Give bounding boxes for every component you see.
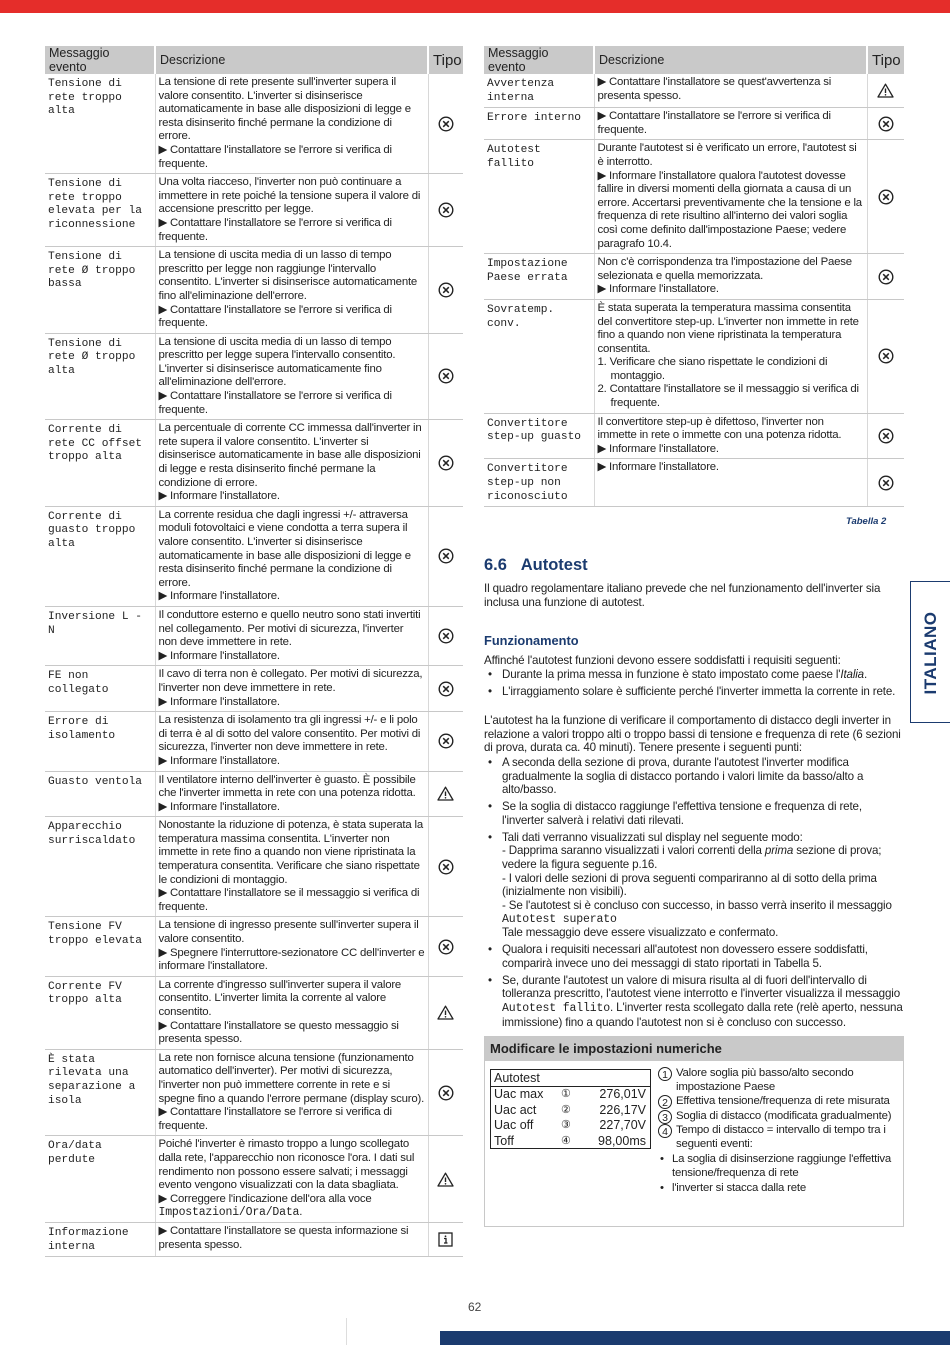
table-row <box>45 817 463 917</box>
error-icon <box>867 459 904 507</box>
table-row <box>484 74 904 108</box>
lcd-row: Uac off ③ 227,70V <box>494 1118 646 1132</box>
event-description: Non c'è corrispondenza tra l'impostazione del Paese selezionata e quella memorizzata. ▶ Informare l'installatore. <box>594 254 867 300</box>
number-circle-icon: 1 <box>658 1067 672 1081</box>
section-heading <box>484 556 588 575</box>
event-description: La percentuale di corrente CC immessa dall'inverter in rete supera il valore consentito. L'inverter si disinserisce automaticamente in base alle disposizioni di legge e resta disinserito finché permane la condizione di errore. ▶ Informare l'installatore. <box>155 420 428 507</box>
error-icon <box>428 74 463 174</box>
list-item: • Se, durante l'autotest un valore di misura risulta al di fuori dell'intervallo di tolleranza prescritto, l'autotest viene interrotto e l'inverter visualizza il messaggio Autotest fallito. L'inverter resta scollegato dalla rete (relè aperto, nessuna immissione) fino a quando l'autotest non si è concluso con successo. <box>484 974 906 1030</box>
table-row <box>45 1136 463 1223</box>
error-icon <box>428 174 463 247</box>
error-icon <box>867 108 904 140</box>
requirements-list <box>484 668 908 701</box>
section-intro: Il quadro regolamentare italiano prevede che nel funzionamento dell'inverter sia inclusa una funzione di autotest. <box>484 582 881 609</box>
legend-item: 1 Valore soglia più basso/alto secondo impostazione Paese <box>658 1067 903 1094</box>
warning-icon <box>428 976 463 1049</box>
event-message: Corrente FV troppo alta <box>45 976 155 1049</box>
col-header-message: Messaggio evento <box>484 46 594 74</box>
legend-list <box>658 1067 903 1196</box>
event-description: ▶ Contattare l'installatore se quest'avvertenza si presenta spesso. <box>594 74 867 108</box>
event-description: Il cavo di terra non è collegato. Per motivi di sicurezza, l'inverter non deve immettere in rete. ▶ Informare l'installatore. <box>155 666 428 712</box>
table-row <box>45 771 463 817</box>
table-row <box>45 333 463 420</box>
event-message: Tensione di rete troppo alta <box>45 74 155 174</box>
section-number: 6.6 <box>484 556 507 574</box>
subsection-title: Funzionamento <box>484 633 579 648</box>
col-header-type: Tipo <box>428 46 463 74</box>
message-code: Autotest superato <box>502 912 617 926</box>
table-row <box>45 606 463 665</box>
numeric-settings-box <box>484 1036 904 1227</box>
event-description: ▶ Contattare l'installatore se questa informazione si presenta spesso. <box>155 1222 428 1256</box>
event-description: Una volta riacceso, l'inverter non può continuare a immettere in rete poiché la tensione supera il valore di accensione prescritto per legge. ▶ Contattare l'installatore se l'errore si verifica di frequente. <box>155 174 428 247</box>
table-row <box>45 917 463 976</box>
table-row <box>45 666 463 712</box>
warning-icon <box>428 1136 463 1223</box>
event-description: La corrente d'ingresso sull'inverter supera il valore consentito. L'inverter limita la corrente al valore consentito. ▶ Contattare l'installatore se questo messaggio si presenta spesso. <box>155 976 428 1049</box>
event-message: Apparecchio surriscaldato <box>45 817 155 917</box>
error-icon <box>428 506 463 606</box>
event-message: Inversione L - N <box>45 606 155 665</box>
footer-divider <box>346 1318 347 1345</box>
error-icon <box>428 666 463 712</box>
event-description: Durante l'autotest si è verificato un errore, l'autotest si è interrotto. ▶ Informare l'installatore qualora l'autotest dovesse fallire in diversi momenti della giornata a causa di un errore. Accertarsi preventivamente che la tensione e la frequenza di rete risultino all'interno dei valori soglia così come definito dall'impostazione Paese; vedere paragrafo 10.4. <box>594 140 867 254</box>
number-circle-icon: 2 <box>658 1095 672 1109</box>
error-icon <box>867 299 904 413</box>
list-item: • A seconda della sezione di prova, durante l'autotest l'inverter modifica gradualmente la soglia di distacco portando i valori limite da basso/alto a alto/basso. <box>484 756 906 797</box>
event-description: Il conduttore esterno e quello neutro sono stati invertiti nel collegamento. Per motivi di sicurezza, l'inverter non deve immettere in rete. ▶ Informare l'installatore. <box>155 606 428 665</box>
autotest-description: L'autotest ha la funzione di verificare il comportamento di distacco degli inverter in relazione a valori troppo alti o troppo bassi di tensione e frequenza di rete (6 sezioni di prova, durata ca. 40 minuti). Tenere presente i seguenti punti: <box>484 714 901 755</box>
event-message: Sovratemp. conv. <box>484 299 594 413</box>
error-icon <box>428 606 463 665</box>
number-circle-icon: 4 <box>658 1124 672 1138</box>
list-item: • Durante la prima messa in funzione è stato impostato come paese l'Italia. <box>484 668 908 682</box>
event-description: La corrente residua che dagli ingressi +/- attraversa moduli fotovoltaici e viene condotta a terra supera il valore consentito. L'inverter si disinserisce automaticamente in base alle disposizioni di legge e resta disinserito finché permane la condizione di errore. ▶ Informare l'installatore. <box>155 506 428 606</box>
col-header-message: Messaggio evento <box>45 46 155 74</box>
legend-item: 3 Soglia di distacco (modificata gradualmente) <box>658 1110 903 1124</box>
list-item: • L'irraggiamento solare è sufficiente perché l'inverter immetta la corrente in rete. <box>484 685 908 699</box>
setting-path: Impostazioni/Ora/Data <box>158 1206 300 1220</box>
legend-item: 4 Tempo di distacco = intervallo di tempo tra i seguenti eventi: <box>658 1124 903 1151</box>
event-message: Informazione interna <box>45 1222 155 1256</box>
error-icon <box>867 254 904 300</box>
event-message: FE non collegato <box>45 666 155 712</box>
event-table-right <box>484 46 904 507</box>
event-description: Il convertitore step-up è difettoso, l'inverter non immette in rete o immette con una potenza ridotta. ▶ Informare l'installatore. <box>594 413 867 459</box>
event-description: La tensione di rete presente sull'inverter supera il valore consentito. L'inverter si disinserisce automaticamente in base alle disposizioni di legge e resta disinserito finché permane la condizione di errore. ▶ Contattare l'installatore se l'errore si verifica di frequente. <box>155 74 428 174</box>
table-row <box>484 140 904 254</box>
error-icon <box>428 247 463 334</box>
list-item: • Se la soglia di distacco raggiunge l'effettiva tensione e frequenza di rete, l'inverter salverà i relativi dati rilevati. <box>484 800 906 827</box>
page-number: 62 <box>468 1300 482 1314</box>
event-description: La resistenza di isolamento tra gli ingressi +/- e li polo di terra è al di sotto del valore consentito. Per motivi di sicurezza, l'inverter non deve immettere in rete. ▶ Informare l'installatore. <box>155 712 428 771</box>
error-icon <box>428 1049 463 1136</box>
event-table-left <box>45 46 463 1257</box>
sub-list-item: • l'inverter si stacca dalla rete <box>658 1182 903 1196</box>
event-message: Corrente di rete CC offset troppo alta <box>45 420 155 507</box>
event-description: La rete non fornisce alcuna tensione (funzionamento automatico dell'inverter). Per motivi di sicurezza, l'inverter non può immettere corrente in rete e si spegne fino a quando l'errore permane (display scuro). ▶ Contattare l'installatore se l'errore si verifica di frequente. <box>155 1049 428 1136</box>
error-icon <box>428 917 463 976</box>
error-icon <box>428 333 463 420</box>
table-row <box>45 74 463 174</box>
error-icon <box>867 413 904 459</box>
event-description: La tensione di uscita media di un lasso di tempo prescritto per legge non raggiunge l'intervallo consentito. L'inverter si disinserisce automaticamente fino all'eliminazione dell'errore. ▶ Contattare l'installatore se l'errore si verifica di frequente. <box>155 247 428 334</box>
event-description: ▶ Contattare l'installatore se l'errore si verifica di frequente. <box>594 108 867 140</box>
table-row <box>45 1222 463 1256</box>
error-icon <box>428 712 463 771</box>
event-message: Autotest fallito <box>484 140 594 254</box>
info-icon <box>428 1222 463 1256</box>
lcd-display <box>490 1069 651 1149</box>
requirements-intro: Affinché l'autotest funzioni devono essere soddisfatti i requisiti seguenti: <box>484 654 841 667</box>
event-message: Tensione di rete Ø troppo alta <box>45 333 155 420</box>
list-item: • Tali dati verranno visualizzati sul display nel seguente modo: - Dapprima saranno visualizzati i valori correnti della prima sezione di prova; vedere la figura seguente p.16. - I valori delle sezioni di prova seguenti compariranno al di sotto della prima (inizialmente non visibili). - Se l'autotest si è concluso con successo, in basso verrà inserito il messaggio Autotest superato Tale messaggio deve essere visualizzato e confermato. <box>484 831 906 941</box>
warning-icon <box>867 74 904 108</box>
table-row <box>45 247 463 334</box>
col-header-description: Descrizione <box>594 46 867 74</box>
number-circle-icon: 3 <box>658 1110 672 1124</box>
table-row <box>45 712 463 771</box>
table-row <box>45 1049 463 1136</box>
event-message: Convertitore step-up guasto <box>484 413 594 459</box>
footer-bar <box>440 1331 950 1345</box>
event-description: La tensione di ingresso presente sull'inverter supera il valore consentito. ▶ Spegnere l'interruttore-sezionatore CC dell'inverter e informare l'installatore. <box>155 917 428 976</box>
table-caption: Tabella 2 <box>846 516 887 527</box>
list-item: • Qualora i requisiti necessari all'autotest non dovessero essere soddisfatti, comparirà invece uno dei messaggi di stato riportati in Tabella 5. <box>484 943 906 970</box>
event-description: È stata superata la temperatura massima consentita del convertitore step-up. L'inverter non immette in rete fino a quando non viene ripristinata la temperatura consentita. 1. Verificare che siano rispettate le condizioni di montaggio. 2. Contattare l'installatore se il messaggio si verifica di frequente. <box>594 299 867 413</box>
section-title: Autotest <box>520 556 588 574</box>
event-description: ▶ Informare l'installatore. <box>594 459 867 507</box>
lcd-row: Uac max ① 276,01V <box>494 1087 646 1101</box>
event-message: Corrente di guasto troppo alta <box>45 506 155 606</box>
event-message: Avvertenza interna <box>484 74 594 108</box>
col-header-description: Descrizione <box>155 46 428 74</box>
message-code: Autotest fallito <box>502 1001 611 1015</box>
event-description: Il ventilatore interno dell'inverter è guasto. È possibile che l'inverter immetta in rete con una potenza ridotta. ▶ Informare l'installatore. <box>155 771 428 817</box>
event-message: Tensione di rete Ø troppo bassa <box>45 247 155 334</box>
table-row <box>484 459 904 507</box>
event-message: Errore di isolamento <box>45 712 155 771</box>
lcd-title: Autotest <box>491 1070 650 1087</box>
autotest-points-list <box>484 756 906 1032</box>
event-message: Tensione FV troppo elevata <box>45 917 155 976</box>
event-description: Poiché l'inverter è rimasto troppo a lungo scollegato dalla rete, l'apparecchio non riconosce l'ora. I dati sul rendimento non possono essere salvati; i messaggi evento vengono visualizzati con la data sbagliata. ▶ Correggere l'indicazione dell'ora alla voce Impostazioni/Ora/Data. <box>155 1136 428 1223</box>
error-icon <box>428 420 463 507</box>
event-message: Ora/data perdute <box>45 1136 155 1223</box>
event-message: È stata rilevata una separazione a isola <box>45 1049 155 1136</box>
table-row <box>484 254 904 300</box>
col-header-type: Tipo <box>867 46 904 74</box>
table-row <box>484 108 904 140</box>
table-row <box>484 413 904 459</box>
error-icon <box>428 817 463 917</box>
legend-item: 2 Effettiva tensione/frequenza di rete misurata <box>658 1095 903 1109</box>
event-message: Convertitore step-up non riconosciuto <box>484 459 594 507</box>
error-icon <box>867 140 904 254</box>
event-message: Errore interno <box>484 108 594 140</box>
table-row <box>45 506 463 606</box>
event-message: Tensione di rete troppo elevata per la riconnessione <box>45 174 155 247</box>
table-row <box>484 299 904 413</box>
sub-list-item: • La soglia di disinserzione raggiunge l'effettiva tensione/frequenza di rete <box>658 1153 903 1180</box>
event-description: Nonostante la riduzione di potenza, è stata superata la temperatura massima consentita. L'inverter non immette in rete fino a quando non viene ripristinata la temperatura consentita. Verificare che siano rispettate le condizioni di montaggio. ▶ Contattare l'installatore se il messaggio si verifica di frequente. <box>155 817 428 917</box>
top-accent-bar <box>0 0 950 13</box>
lcd-row: Toff ④ 98,00ms <box>494 1133 646 1148</box>
event-message: Impostazione Paese errata <box>484 254 594 300</box>
warning-icon <box>428 771 463 817</box>
numeric-settings-title: Modificare le impostazioni numeriche <box>485 1037 903 1061</box>
event-description: La tensione di uscita media di un lasso di tempo prescritto per legge supera l'intervallo consentito. L'inverter si disinserisce automaticamente fino all'eliminazione dell'errore. ▶ Contattare l'installatore se l'errore si verifica di frequente. <box>155 333 428 420</box>
table-row <box>45 420 463 507</box>
language-tab[interactable]: ITALIANO <box>910 581 950 723</box>
lcd-row: Uac act ② 226,17V <box>494 1102 646 1117</box>
event-message: Guasto ventola <box>45 771 155 817</box>
table-row <box>45 976 463 1049</box>
table-row <box>45 174 463 247</box>
